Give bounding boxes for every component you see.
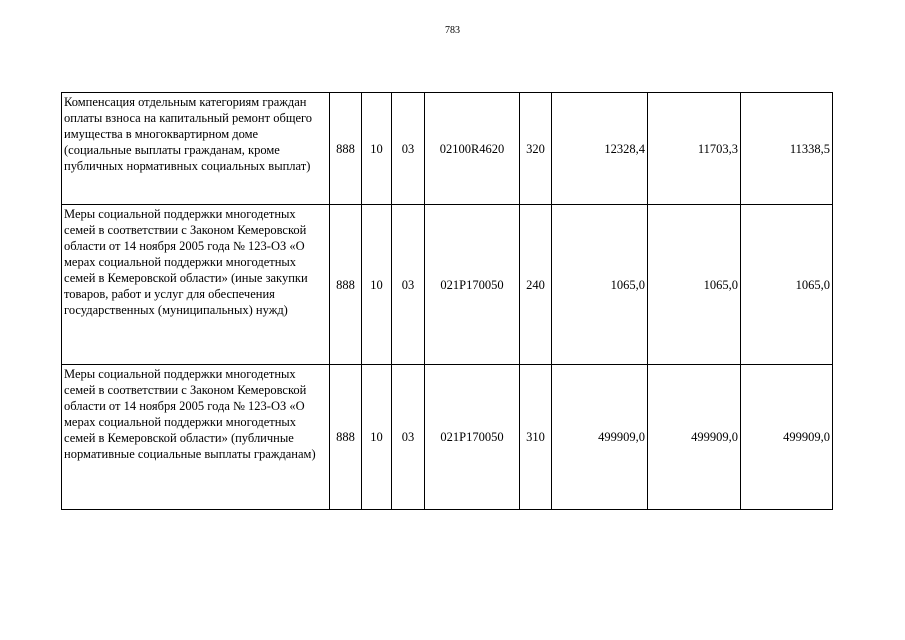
amount-1-cell: 12328,4 xyxy=(552,93,648,205)
ministry-code-cell: 888 xyxy=(330,93,362,205)
table-row xyxy=(62,365,833,510)
target-article-cell: 021P170050 xyxy=(425,205,520,365)
amount-1-cell: 499909,0 xyxy=(552,365,648,510)
subsection-code-cell: 03 xyxy=(392,93,425,205)
page-number: 783 xyxy=(445,25,460,36)
amount-3-cell: 1065,0 xyxy=(741,205,833,365)
amount-2-cell: 1065,0 xyxy=(648,205,741,365)
amount-3-cell: 499909,0 xyxy=(741,365,833,510)
expense-name-cell: Меры социальной поддержки многодетных семей в соответствии с Законом Кемеровской области от 14 ноября 2005 года № 123-ОЗ «О мерах социальной поддержки многодетных семей в Кемеровской области» (публичные нормативные социальные выплаты гражданам) xyxy=(62,365,330,510)
subsection-code-cell: 03 xyxy=(392,205,425,365)
budget-table xyxy=(61,92,833,510)
target-article-cell: 02100R4620 xyxy=(425,93,520,205)
expense-name-cell: Компенсация отдельным категориям граждан оплаты взноса на капитальный ремонт общего имущества в многоквартирном доме (социальные выплаты гражданам, кроме публичных нормативных социальных выплат) xyxy=(62,93,330,205)
amount-1-cell: 1065,0 xyxy=(552,205,648,365)
section-code-cell: 10 xyxy=(362,365,392,510)
expense-type-cell: 240 xyxy=(520,205,552,365)
table-row xyxy=(62,205,833,365)
ministry-code-cell: 888 xyxy=(330,365,362,510)
section-code-cell: 10 xyxy=(362,205,392,365)
expense-name-cell: Меры социальной поддержки многодетных семей в соответствии с Законом Кемеровской области от 14 ноября 2005 года № 123-ОЗ «О мерах социальной поддержки многодетных семей в Кемеровской области» (иные закупки товаров, работ и услуг для обеспечения государственных (муниципальных) нужд) xyxy=(62,205,330,365)
expense-type-cell: 310 xyxy=(520,365,552,510)
target-article-cell: 021P170050 xyxy=(425,365,520,510)
amount-2-cell: 499909,0 xyxy=(648,365,741,510)
section-code-cell: 10 xyxy=(362,93,392,205)
subsection-code-cell: 03 xyxy=(392,365,425,510)
expense-type-cell: 320 xyxy=(520,93,552,205)
amount-2-cell: 11703,3 xyxy=(648,93,741,205)
ministry-code-cell: 888 xyxy=(330,205,362,365)
table-row xyxy=(62,93,833,205)
amount-3-cell: 11338,5 xyxy=(741,93,833,205)
